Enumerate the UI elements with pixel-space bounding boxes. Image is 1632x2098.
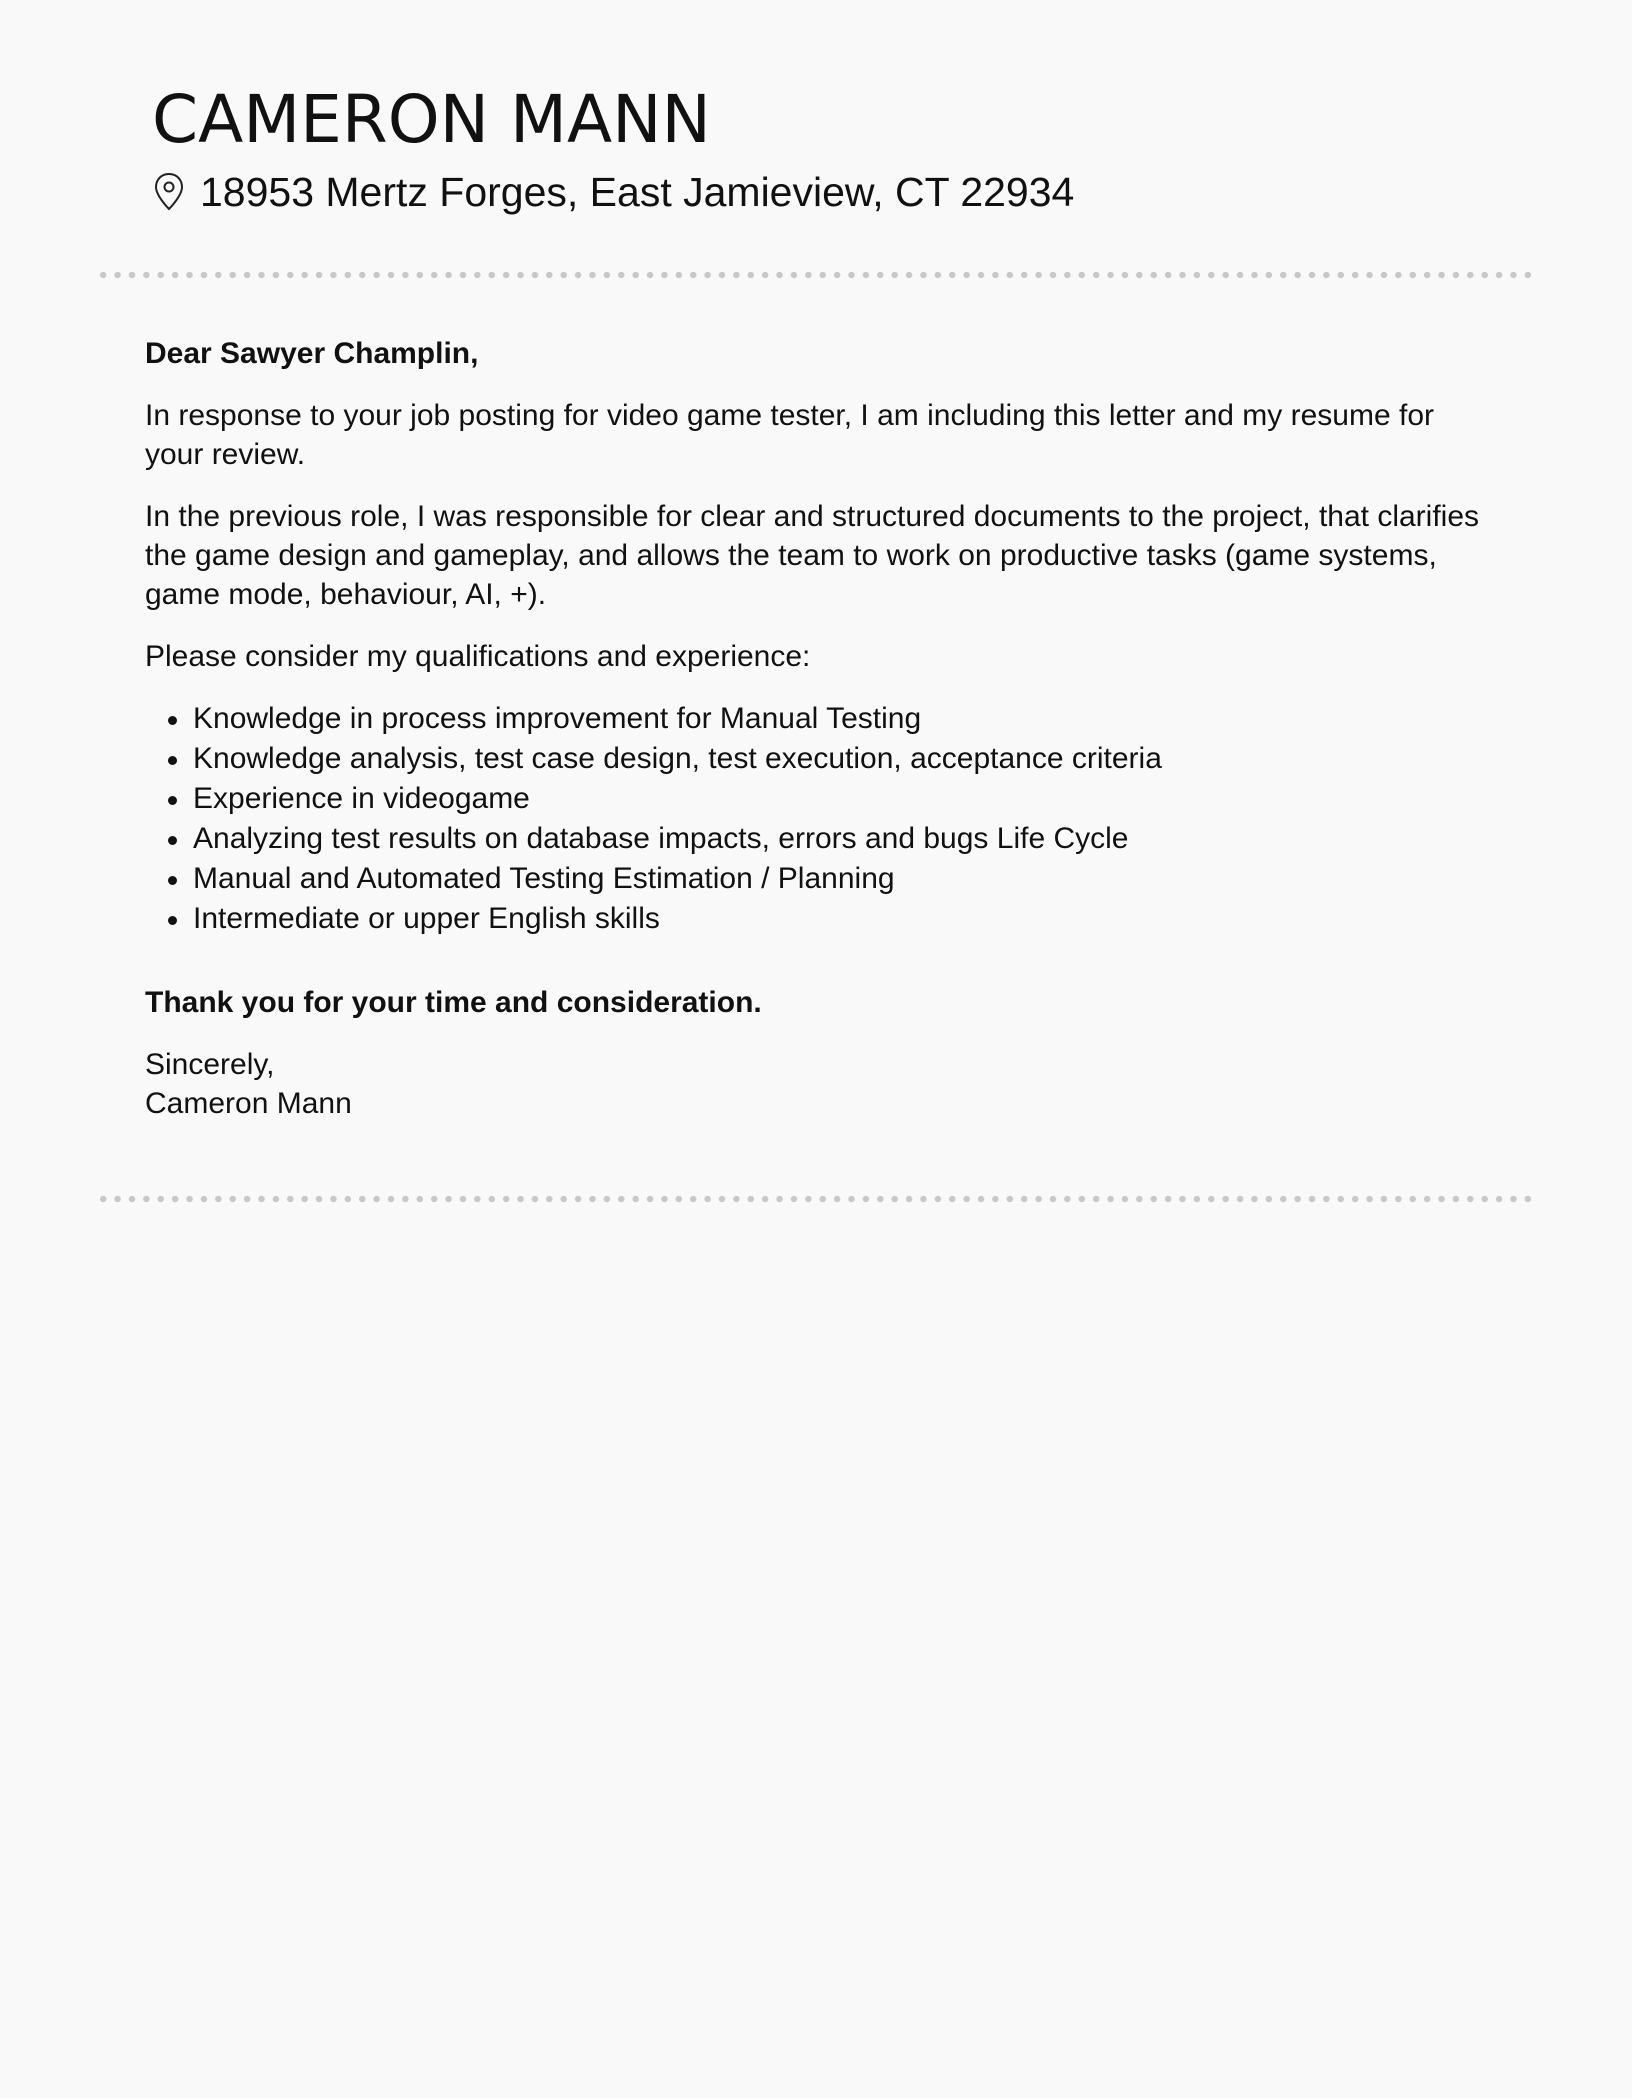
salutation: Dear Sawyer Champlin, [145,337,479,370]
paragraph-previous-role: In the previous role, I was responsible for clear and structured documents to the project, that clarifies the game design and gameplay, and allows the team to work on productive tasks (game systems, game mode, behaviour, AI, +). [145,500,1480,611]
map-pin-icon [152,172,186,212]
signature: Cameron Mann [145,1087,352,1120]
closing: Sincerely, [145,1048,275,1081]
signoff [145,1045,1485,1123]
list-item: Knowledge in process improvement for Manual Testing [193,699,1485,739]
list-item: Manual and Automated Testing Estimation / Planning [193,859,1485,899]
bottom-dotted-divider [96,1195,1536,1203]
address-row [152,164,1532,220]
letter-header [152,78,1532,220]
paragraph-qualifications-intro: Please consider my qualifications and experience: [145,640,811,673]
top-dotted-divider [96,271,1536,279]
list-item: Analyzing test results on database impacts, errors and bugs Life Cycle [193,819,1485,859]
list-item: Intermediate or upper English skills [193,899,1485,939]
qualifications-list [145,699,1485,939]
applicant-name: CAMERON MANN [152,81,711,158]
list-item: Experience in videogame [193,779,1485,819]
thanks-line: Thank you for your time and consideration. [145,986,762,1019]
paragraph-intro: In response to your job posting for video game tester, I am including this letter and my resume for your review. [145,399,1434,471]
list-item: Knowledge analysis, test case design, test execution, acceptance criteria [193,739,1485,779]
letter-body [145,334,1485,1146]
applicant-address: 18953 Mertz Forges, East Jamieview, CT 22934 [200,168,1075,215]
